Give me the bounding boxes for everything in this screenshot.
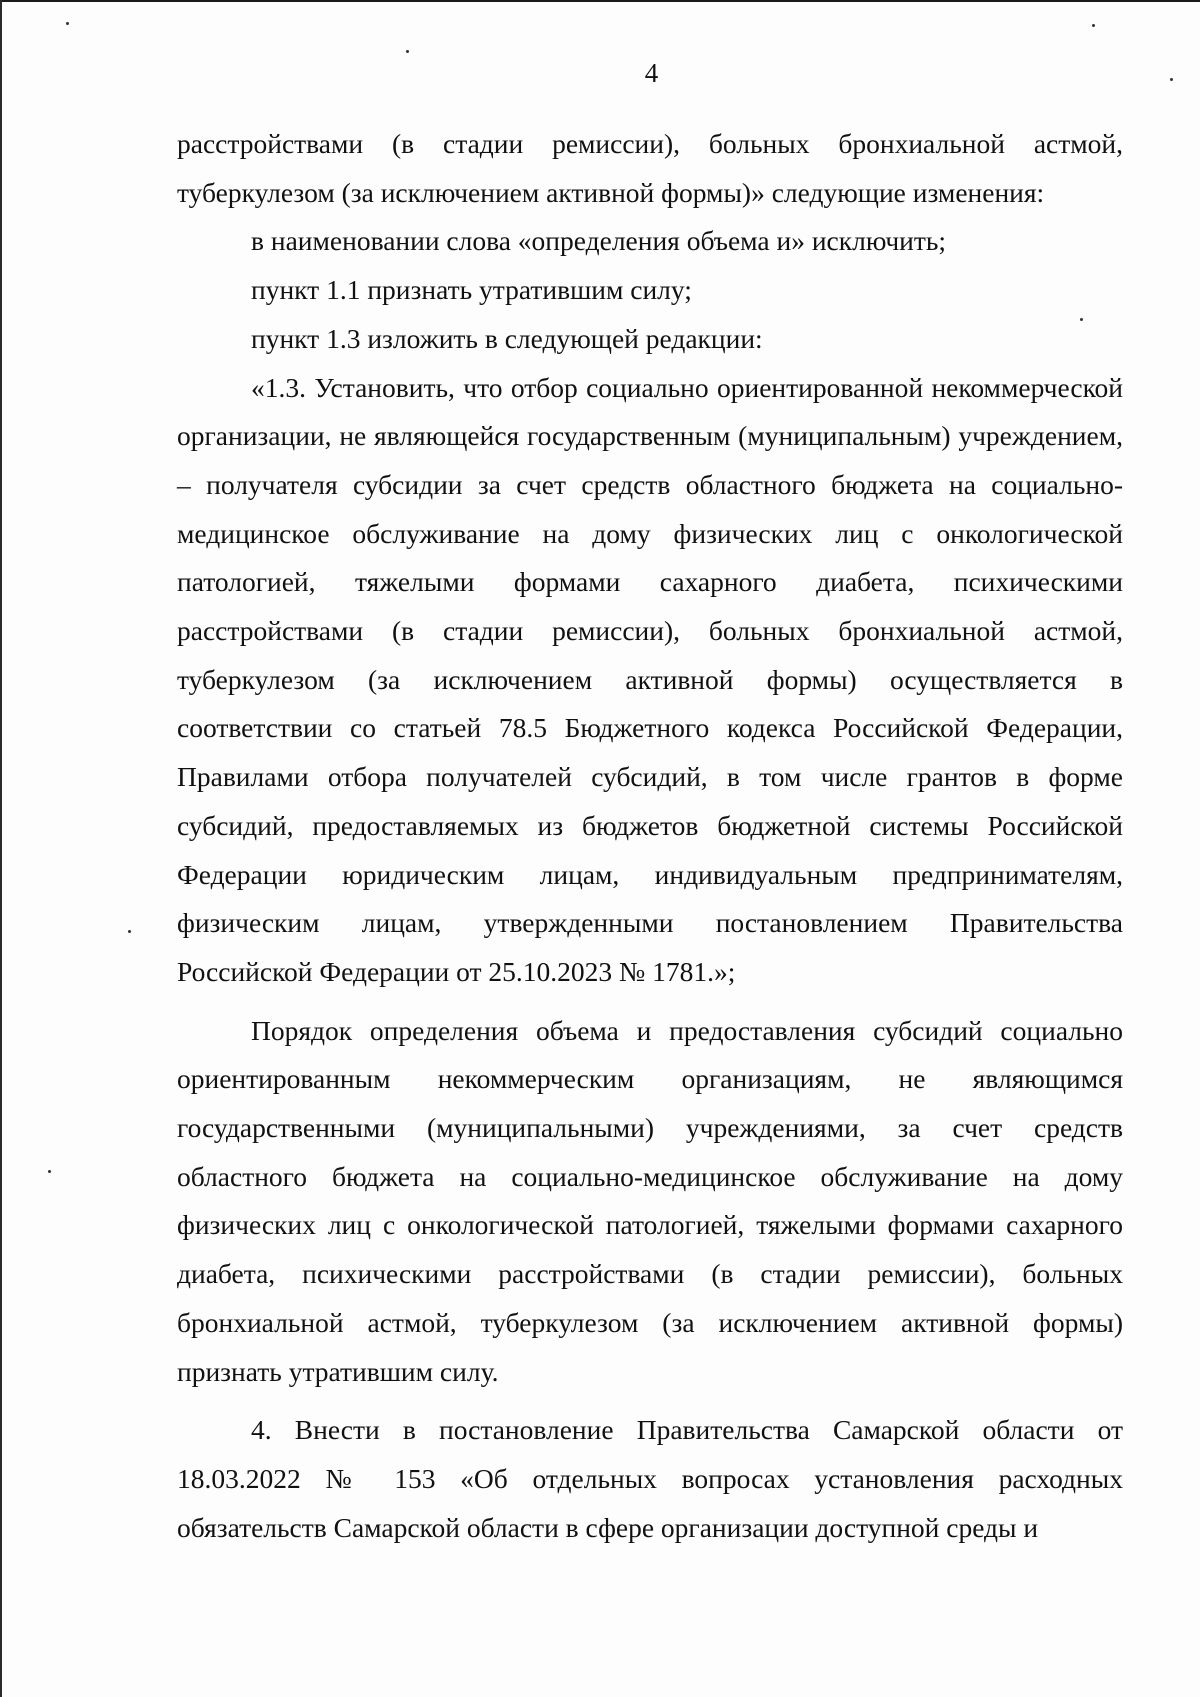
scan-speck	[1092, 24, 1095, 27]
paragraph-item-4: 4. Внести в постановление Правительства Самарской области от 18.03.2022 № 153 «Об отдельных вопросах установления расходных обязательств Самарской области в сфере организации доступной среды и	[177, 1414, 1123, 1543]
scan-speck	[406, 50, 409, 53]
paragraph-procedure-repeal: Порядок определения объема и предоставления субсидий социально ориентированным некоммерческим организациям, не являющимся государственными (муниципальными) учреждениями, за счет средств областного бюджета на социально-медицинское обслуживание на дому физических лиц с онкологической патологией, тяжелыми формами сахарного диабета, психическими расстройствами (в стадии ремиссии), больных бронхиальной астмой, туберкулезом (за исключением активной формы) признать утратившим силу.	[177, 1014, 1123, 1387]
document-body	[177, 120, 1123, 1552]
page-number: 4	[644, 58, 659, 88]
paragraph-item-1-3-intro: пункт 1.3 изложить в следующей редакции:	[251, 322, 763, 354]
paragraph-continuation: расстройствами (в стадии ремиссии), больных бронхиальной астмой, туберкулезом (за исключением активной формы)» следующие изменения:	[177, 128, 1123, 208]
scan-edge-left	[0, 0, 2, 1697]
scan-speck	[66, 22, 69, 25]
paragraph-title-change: в наименовании слова «определения объема и» исключить;	[251, 225, 947, 257]
paragraph-item-1-3-text: «1.3. Установить, что отбор социально ориентированной некоммерческой организации, не являющейся государственным (муниципальным) учреждением, – получателя субсидии за счет средств областного бюджета на социально-медицинское обслуживание на дому физических лиц с онкологической патологией, тяжелыми формами сахарного диабета, психическими расстройствами (в стадии ремиссии), больных бронхиальной астмой, туберкулезом (за исключением активной формы) осуществляется в соответствии со статьей 78.5 Бюджетного кодекса Российской Федерации, Правилами отбора получателей субсидий, в том числе грантов в форме субсидий, предоставляемых из бюджетов бюджетной системы Российской Федерации юридическим лицам, индивидуальным предпринимателям, физическим лицам, утвержденными постановлением Правительства Российской Федерации от 25.10.2023 № 1781.»;	[177, 371, 1123, 987]
scan-speck	[128, 930, 131, 933]
scan-edge-top	[0, 0, 1200, 2]
paragraph-item-1-1: пункт 1.1 признать утратившим силу;	[251, 274, 692, 306]
scan-speck	[48, 1170, 51, 1173]
